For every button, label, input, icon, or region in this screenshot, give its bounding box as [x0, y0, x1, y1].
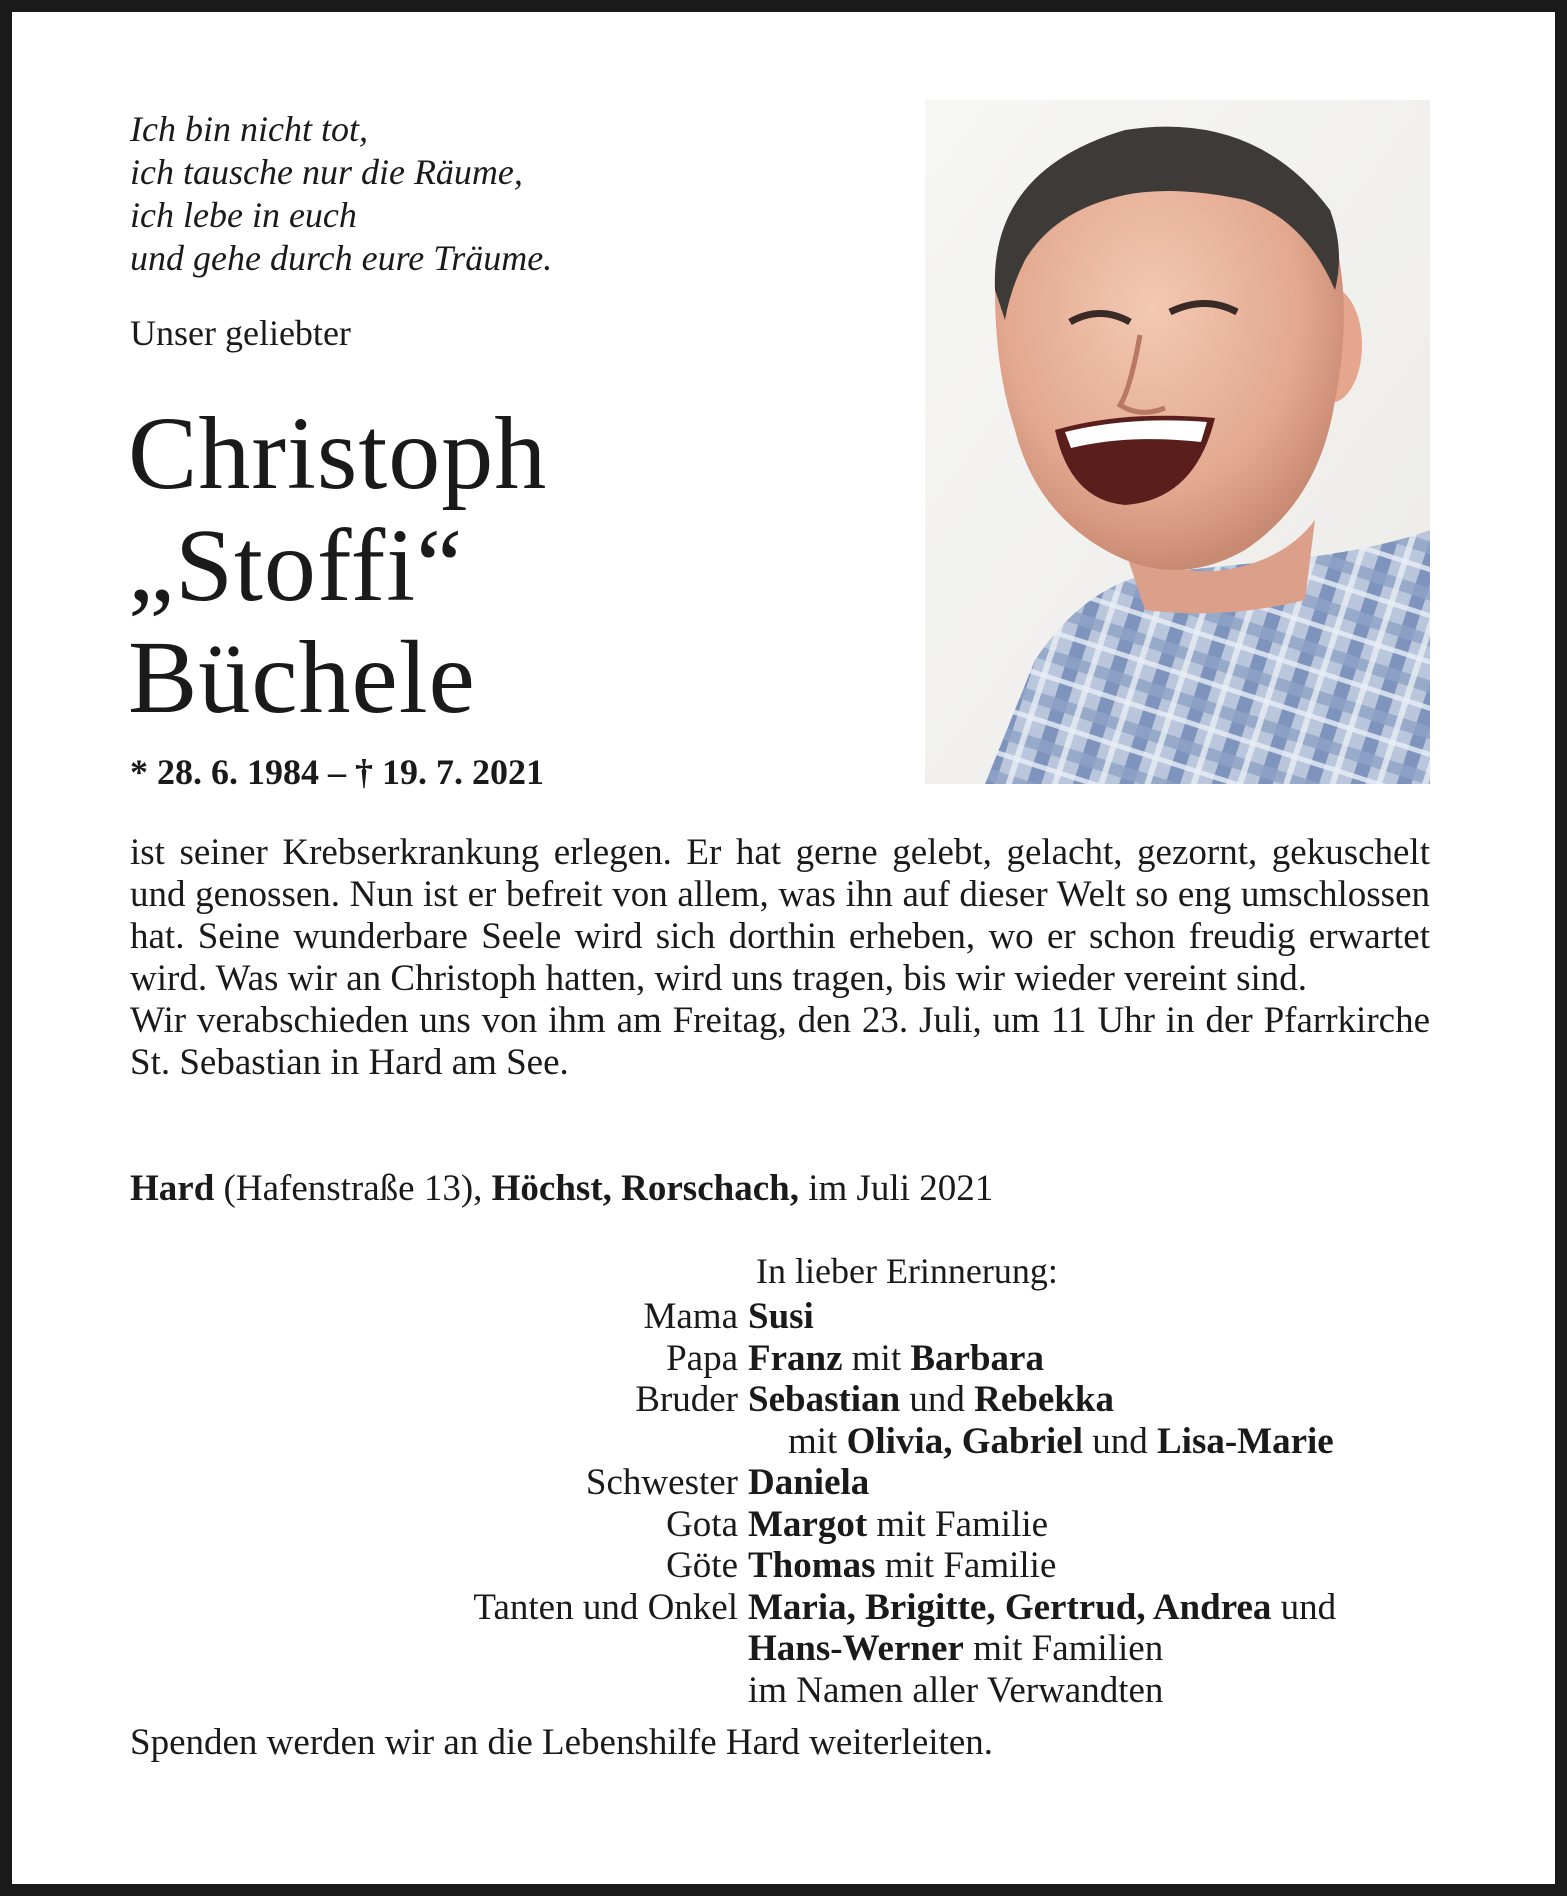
connector: mit Familien	[963, 1628, 1164, 1669]
funeral-paragraph: Wir verabschieden uns von ihm am Freitag, den 23. Juli, um 11 Uhr in der Pfarrkirche St. Sebastian in Hard am See.	[130, 1000, 1430, 1083]
donation-note: Spenden werden wir an die Lebenshilfe Hard weiterleiten.	[130, 1722, 993, 1763]
family-row-hans	[312, 1628, 1462, 1670]
intro-text: Unser geliebter	[130, 313, 351, 353]
memory-title: In lieber Erinnerung:	[756, 1251, 1058, 1291]
place-address: (Hafenstraße 13),	[214, 1168, 492, 1209]
connector: mit Familie	[867, 1503, 1049, 1545]
closing-text: im Namen aller Verwandten	[748, 1669, 1164, 1711]
relation: Schwester	[585, 1462, 738, 1503]
relation: Bruder	[635, 1379, 738, 1420]
family-name: Maria, Brigitte, Gertrud, Andrea	[748, 1586, 1272, 1628]
family-row-gote	[312, 1545, 1462, 1587]
last-name: Büchele	[128, 620, 476, 735]
family-row-mama	[312, 1296, 1462, 1338]
family-name: Franz	[748, 1337, 843, 1379]
place-date: im Juli 2021	[798, 1168, 994, 1209]
poem	[130, 108, 830, 280]
connector: und	[1082, 1420, 1157, 1462]
family-name: Daniela	[748, 1462, 870, 1503]
poem-line: ich lebe in euch	[130, 195, 357, 235]
poem-line: ich tausche nur die Räume,	[130, 152, 523, 192]
portrait-photo	[925, 100, 1430, 784]
relation: Mama	[643, 1296, 738, 1337]
obituary-page	[12, 12, 1555, 1884]
place-others: Höchst, Rorschach,	[491, 1168, 799, 1209]
family-row-closing	[312, 1670, 1462, 1712]
connector: und	[1271, 1586, 1337, 1628]
family-name: Susi	[748, 1296, 814, 1337]
family-name: Olivia, Gabriel	[846, 1420, 1083, 1462]
family-row-papa	[312, 1338, 1462, 1380]
first-name: Christoph	[128, 396, 548, 511]
connector: mit Familie	[875, 1545, 1057, 1586]
relation: Papa	[666, 1337, 738, 1379]
family-row-tanten	[312, 1587, 1462, 1629]
family-row-bruder	[312, 1379, 1462, 1421]
family-name: Thomas	[748, 1545, 876, 1586]
deceased-name	[128, 398, 888, 734]
life-dates: * 28. 6. 1984 – † 19. 7. 2021	[130, 752, 544, 792]
place-hard: Hard	[130, 1168, 215, 1209]
family-row-schwester	[312, 1462, 1462, 1504]
relation: Gota	[666, 1503, 738, 1545]
family-name: Hans-Werner	[748, 1628, 964, 1669]
poem-line: Ich bin nicht tot,	[130, 109, 368, 149]
family-name: Rebekka	[974, 1379, 1114, 1420]
family-row-bruder-kids	[312, 1421, 1462, 1463]
connector: mit	[788, 1420, 847, 1462]
place-date-line	[130, 1168, 993, 1210]
relation: Göte	[666, 1545, 738, 1586]
family-name: Lisa-Marie	[1156, 1420, 1334, 1462]
family-name: Sebastian	[748, 1379, 901, 1420]
relation: Tanten und Onkel	[473, 1586, 738, 1628]
portrait-photo-icon	[925, 100, 1430, 784]
family-name: Margot	[748, 1503, 868, 1545]
body-paragraph: ist seiner Krebserkrankung erlegen. Er hat gerne gelebt, gelacht, gezornt, gekuschelt und genossen. Nun ist er befreit von allem, was ihn auf dieser Welt so eng umschlossen hat. Seine wunderbare Seele wird sich dorthin erheben, wo er schon freudig erwartet wird. Was wir an Christoph hatten, wird uns tragen, bis wir wieder vereint sind.	[130, 832, 1430, 999]
family-row-gota	[312, 1504, 1462, 1546]
obituary-text	[130, 832, 1430, 1084]
connector: und	[900, 1379, 975, 1420]
poem-line: und gehe durch eure Träume.	[130, 238, 553, 278]
family-list	[312, 1296, 1462, 1711]
nickname: „Stoffi“	[128, 508, 464, 623]
family-name: Barbara	[910, 1337, 1044, 1379]
connector: mit	[842, 1337, 911, 1379]
